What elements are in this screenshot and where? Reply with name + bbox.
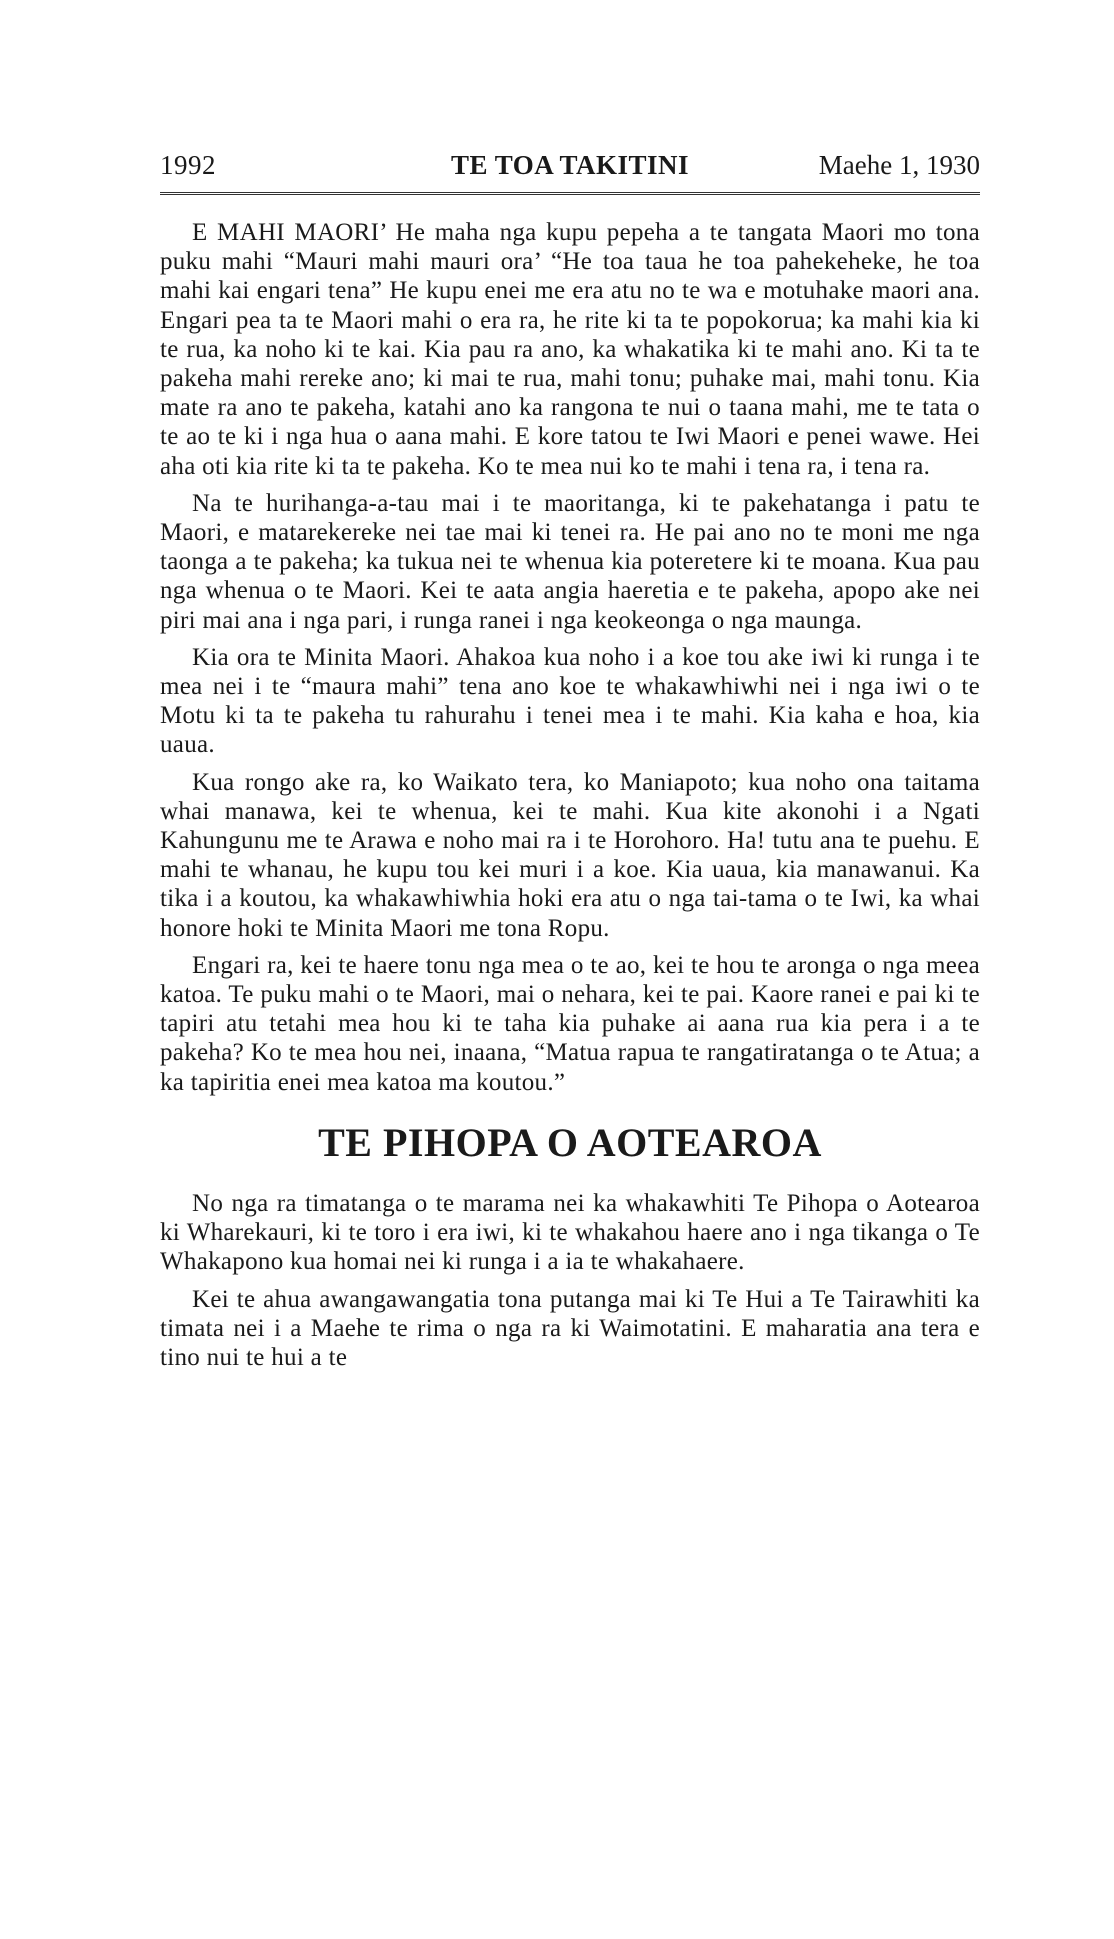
issue-date: Maehe 1, 1930: [818, 150, 980, 180]
paragraph-pihopa-wharekauri: No nga ra timatanga o te marama nei ka whakawhiti Te Pihopa o Aotearoa ki Wharekauri, ki te toro i era iwi, ki te whakahou haere ano i nga tikanga o Te Whakapono kua homai nei ki runga i a ia te whakahaere.: [160, 1189, 980, 1276]
paragraph-mahi-maori: E MAHI MAORI’ He maha nga kupu pepeha a te tangata Maori mo tona puku mahi “Mauri mahi mauri ora’ “He toa taua he toa pahekeheke, he toa mahi kai engari tena” He kupu enei me era atu no te wa e motuhake maori ana. Engari pea ta te Maori mahi o era ra, he rite ki ta te popokorua; ka mahi kia ki te rua, ka noho ki te kai. Kia pau ra ano, ka whakatika ki te mahi ano. Ki ta te pakeha mahi rereke ano; ki mai te rua, mahi tonu; puhake mai, mahi tonu. Kia mate ra ano te pakeha, katahi ano ka rangona te nui o taana mahi, me te tata o te ao te ki i nga hua o aana mahi. E kore tatou te Iwi Maori e penei wawe. Hei aha oti kia rite ki ta te pakeha. Ko te mea nui ko te mahi i tena ra, i tena ra.: [160, 219, 980, 480]
paragraph-minita-maori: Kia ora te Minita Maori. Ahakoa kua noho i a koe tou ake iwi ki runga i te mea nei i te “maura mahi” tena ano koe te whakawhiwhi nei i nga iwi o te Motu ki ta te pakeha tu rahurahu i tenei mea i te mahi. Kia kaha e hoa, kia uaua.: [160, 643, 980, 759]
paragraph-hurihanga: Na te hurihanga-a-tau mai i te maoritanga, ki te pakehatanga i patu te Maori, e matarekereke nei tae mai ki tenei ra. He pai ano no te moni me nga taonga a te pakeha; ka tukua nei te whenua kia poteretere ki te moana. Kua pau nga whenua o te Maori. Kei te aata angia haeretia e te pakeha, apopo ake nei piri mai ana i nga pari, i runga ranei i nga keokeonga o nga maunga.: [160, 489, 980, 634]
header-rule: [160, 192, 980, 195]
paragraph-engari-ra: Engari ra, kei te haere tonu nga mea o te ao, kei te hou te aronga o nga meea katoa. Te puku mahi o te Maori, mai o nehara, kei te pai. Kaore ranei e pai ki te tapiri atu tetahi mea hou ki te taha kia puhake ai aana rua kia pera i a te pakeha? Ko te mea hou nei, inaana, “Matua rapua te rangatiratanga o te Atua; a ka tapiritia enei mea katoa ma koutou.”: [160, 951, 980, 1096]
paragraph-hui-tairawhiti: Kei te ahua awangawangatia tona putanga mai ki Te Hui a Te Tairawhiti ka timata nei i a Maehe te rima o nga ra ki Waimotatini. E maharatia ana tera e tino nui te hui a te: [160, 1285, 980, 1371]
section-heading: TE PIHOPA O AOTEAROA: [318, 1119, 822, 1165]
page-header: [160, 150, 980, 190]
article-body: [160, 218, 980, 1380]
page-number: 1992: [160, 150, 216, 180]
journal-title: TE TOA TAKITINI: [450, 150, 690, 180]
paragraph-waikato: Kua rongo ake ra, ko Waikato tera, ko Maniapoto; kua noho ona taitama whai manawa, kei te whenua, kei te mahi. Kua kite akonohi i a Ngati Kahungunu me te Arawa e noho mai ra i te Horohoro. Ha! tutu ana te puehu. E mahi te whanau, he kupu tou kei muri i a koe. Kia uaua, kia manawanui. Ka tika i a koutou, ka whakawhiwhia hoki era atu o nga tai-tama o te Iwi, ka whai honore hoki te Minita Maori me tona Ropu.: [160, 768, 980, 942]
